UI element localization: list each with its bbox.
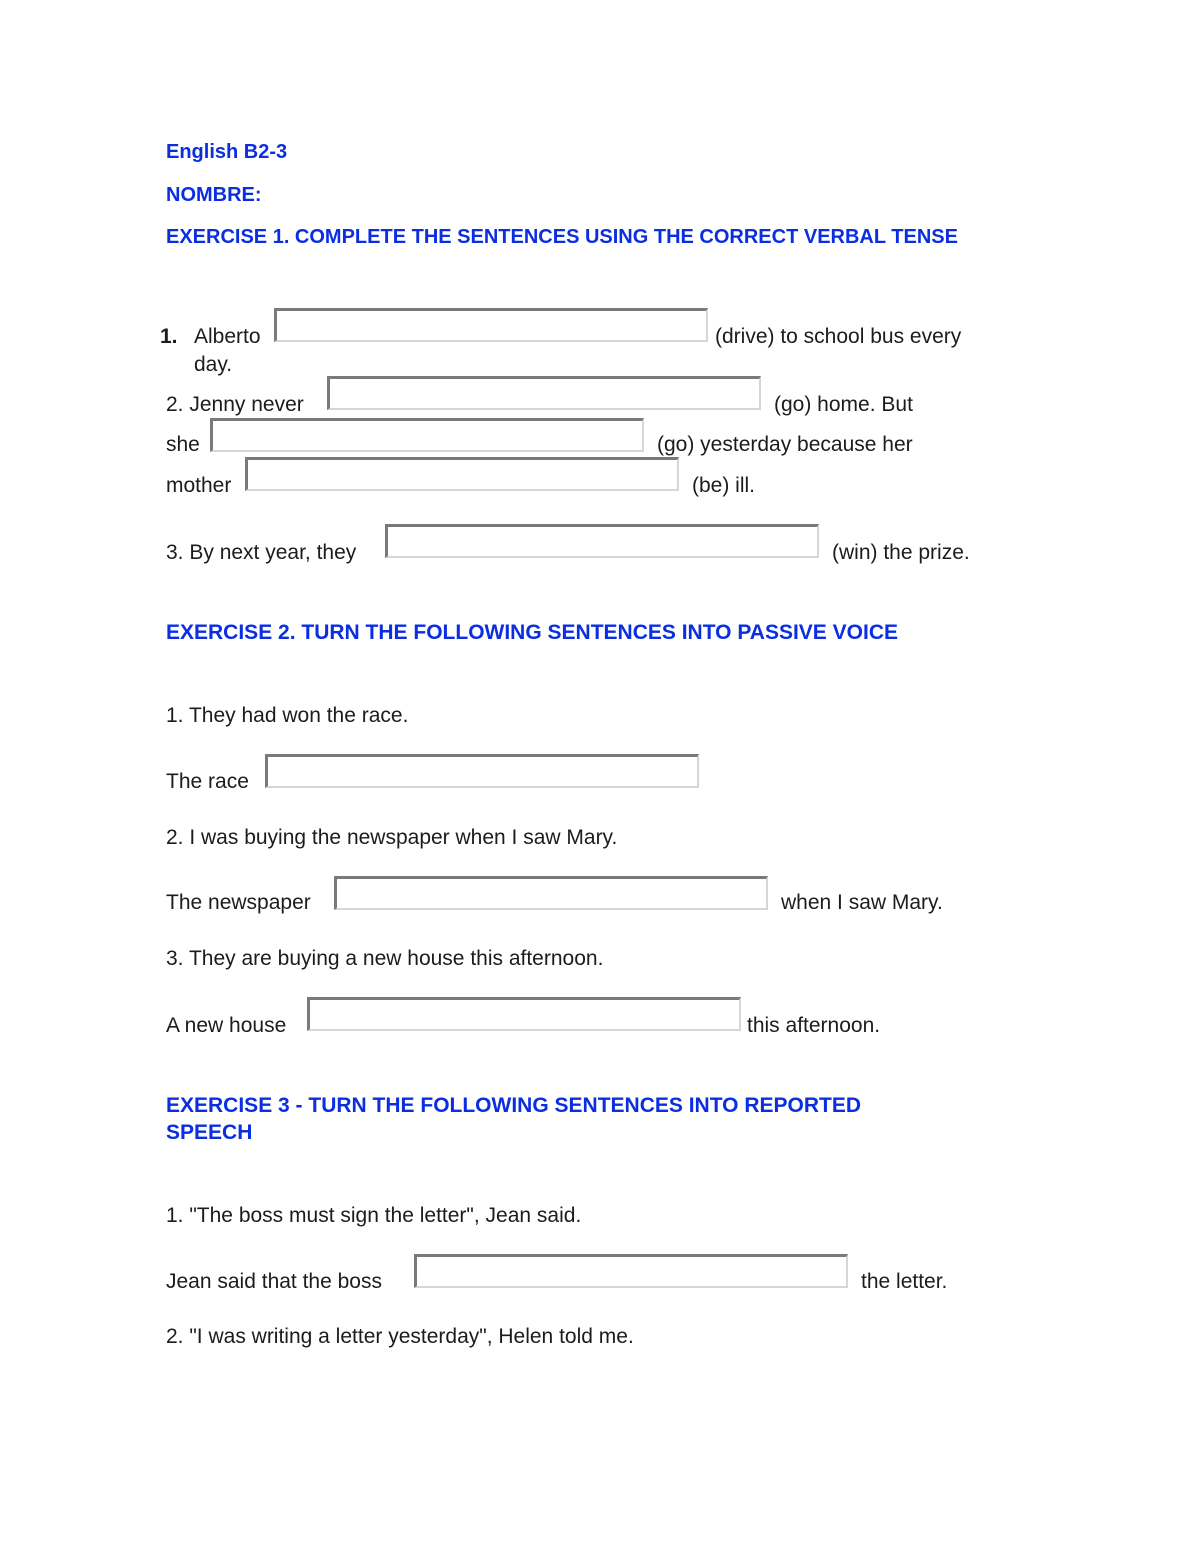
ex2-item3-after: this afternoon. [747, 1014, 881, 1037]
ex1-item2b-answer-field[interactable] [210, 418, 644, 452]
ex2-item2-after: when I saw Mary. [781, 891, 943, 914]
ex1-item2b-before: she [166, 433, 200, 456]
ex2-item2-before: The newspaper [166, 891, 311, 914]
ex1-item2c-before: mother [166, 474, 232, 497]
ex1-item1-after: (drive) to school bus every [715, 325, 962, 348]
exercise-3-title-line1: EXERCISE 3 - TURN THE FOLLOWING SENTENCES INTO REPORTED [166, 1094, 861, 1117]
ex2-item3-before: A new house [166, 1014, 287, 1037]
ex2-item2-answer-field[interactable] [334, 876, 768, 910]
ex1-item1-before: Alberto [194, 325, 261, 348]
ex1-item1-number: 1. [160, 325, 178, 348]
ex1-item2b-after: (go) yesterday because her [657, 433, 913, 456]
exercise-2-title: EXERCISE 2. TURN THE FOLLOWING SENTENCES INTO PASSIVE VOICE [166, 621, 898, 644]
ex2-item2-prompt: 2. I was buying the newspaper when I saw Mary. [166, 826, 618, 849]
ex1-item3-before: 3. By next year, they [166, 541, 357, 564]
ex1-item2-before: 2. Jenny never [166, 393, 304, 416]
ex3-item1-after: the letter. [861, 1270, 948, 1293]
ex2-item1-prompt: 1. They had won the race. [166, 704, 409, 727]
ex1-item2-answer-field[interactable] [327, 376, 761, 410]
ex1-item3-after: (win) the prize. [832, 541, 970, 564]
exercise-1-title: EXERCISE 1. COMPLETE THE SENTENCES USING THE CORRECT VERBAL TENSE [166, 226, 958, 248]
exercise-3-title-line2: SPEECH [166, 1121, 253, 1144]
ex1-item2-after: (go) home. But [774, 393, 913, 416]
ex1-item2c-after: (be) ill. [692, 474, 756, 497]
course-title: English B2-3 [166, 141, 288, 163]
ex1-item1-after-cont: day. [194, 353, 233, 376]
ex1-item1-answer-field[interactable] [274, 308, 708, 342]
name-label: NOMBRE: [166, 184, 262, 206]
ex3-item1-answer-field[interactable] [414, 1254, 848, 1288]
ex3-item1-before: Jean said that the boss [166, 1270, 382, 1293]
ex2-item1-before: The race [166, 770, 249, 793]
ex2-item3-answer-field[interactable] [307, 997, 741, 1031]
ex2-item1-answer-field[interactable] [265, 754, 699, 788]
ex3-item2-prompt: 2. "I was writing a letter yesterday", Helen told me. [166, 1325, 634, 1348]
ex3-item1-prompt: 1. "The boss must sign the letter", Jean said. [166, 1204, 582, 1227]
ex1-item2c-answer-field[interactable] [245, 457, 679, 491]
ex2-item3-prompt: 3. They are buying a new house this afternoon. [166, 947, 604, 970]
ex1-item3-answer-field[interactable] [385, 524, 819, 558]
